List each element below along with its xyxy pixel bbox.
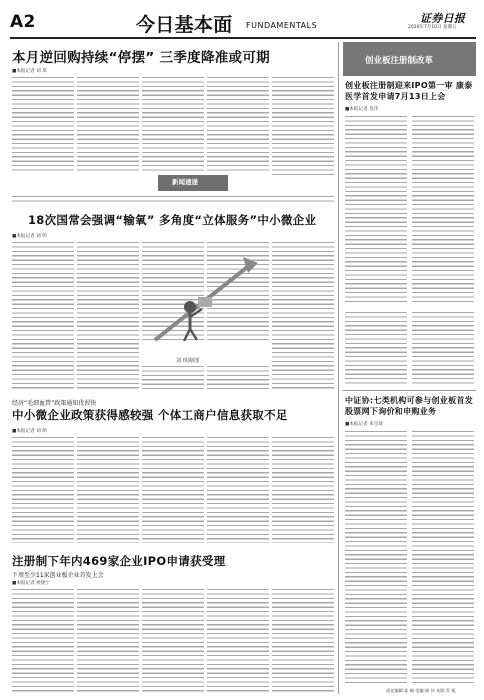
page-number: A2 (10, 12, 36, 32)
article-3-col-2 (77, 435, 139, 543)
right-article-2-col-1 (345, 429, 407, 684)
section-title-en: FUNDAMENTALS (246, 21, 318, 30)
article-3-col-5 (272, 435, 334, 543)
news-flash-label: 新闻速递 (172, 178, 198, 186)
article-1-col-4 (207, 75, 269, 171)
news-flash-text (12, 194, 334, 204)
right-article-1-col-2b (412, 310, 474, 385)
article-4-subhead: 下周至少11家创业板企业首发上会 (12, 572, 104, 579)
article-3-col-1 (12, 435, 74, 543)
article-3-headline: 中小微企业政策获得感较强 个体工商户信息获取不足 (12, 408, 288, 422)
article-1-col-1 (12, 75, 74, 171)
article-4-byline: ■本报记者 侯捷宁 (12, 581, 50, 586)
article-1-col-3 (142, 75, 204, 171)
issue-date: 2020年7月10日 星期五 (408, 25, 457, 30)
article-2-col-2 (77, 240, 139, 390)
article-1-byline: ■本报记者 刘 琪 (12, 69, 47, 74)
right-article-1-col-2 (412, 114, 474, 304)
right-article-2-col-2 (412, 429, 474, 684)
article-3-col-4 (207, 435, 269, 543)
column-divider (338, 42, 339, 694)
masthead-rule (10, 37, 476, 39)
article-3-kicker: 经济“毛细血管”政策通知优渥快 (12, 400, 97, 407)
right-article-2-headline: 中证协:七类机构可参与创业板首发股票网下询价和申购业务 (345, 396, 473, 416)
article-2-col-4b (207, 364, 269, 390)
article-4-col-2 (77, 587, 139, 693)
article-4-col-5 (272, 587, 334, 693)
section-title: 今日基本面 (136, 14, 233, 36)
article-4-headline: 注册制下年内469家企业IPO申请获受理 (12, 554, 226, 568)
right-article-1-headline: 创业板注册制迎来IPO第一审 康泰医学首发申请7月13日上会 (345, 81, 473, 101)
article-3-byline: ■本报记者 刘 萌 (12, 429, 47, 434)
news-flash-box (158, 175, 228, 191)
right-banner-label: 创业板注册制改革 (365, 56, 434, 66)
article-4-col-4 (207, 587, 269, 693)
right-separator (343, 390, 476, 391)
article-1-col-5 (272, 75, 334, 175)
article-1-headline: 本月逆回购持续“停摆” 三季度降准或可期 (12, 50, 270, 66)
right-article-1-byline: ■本报记者 肖伟 (345, 107, 379, 112)
article-2-byline: ■本报记者 刘 萌 (12, 234, 47, 239)
article-1-col-2 (77, 75, 139, 171)
right-article-1-col-1 (345, 114, 407, 304)
illustration-caption: 刘 琪/制图 (176, 358, 200, 364)
right-article-2-byline: ■本报记者 朱宝琛 (345, 422, 383, 427)
right-banner (343, 42, 476, 76)
masthead (10, 6, 476, 36)
article-2-col-5 (272, 240, 334, 390)
article-2-col-3b (142, 364, 204, 390)
page-footer: 责任编辑:姜 楠 美编:崔 伟 本版:乔 旭 (386, 688, 456, 693)
article-3-col-3 (142, 435, 204, 543)
article-4-col-3 (142, 587, 204, 693)
paper-logo: 证券日报 (420, 12, 466, 25)
article-2-illustration (150, 245, 265, 355)
article-4-col-1 (12, 587, 74, 693)
article-2-col-1 (12, 240, 74, 390)
article-2-headline: 18次国常会强调“输氧” 多角度“立体服务”中小微企业 (28, 213, 317, 227)
right-article-1-col-1b (345, 310, 407, 385)
